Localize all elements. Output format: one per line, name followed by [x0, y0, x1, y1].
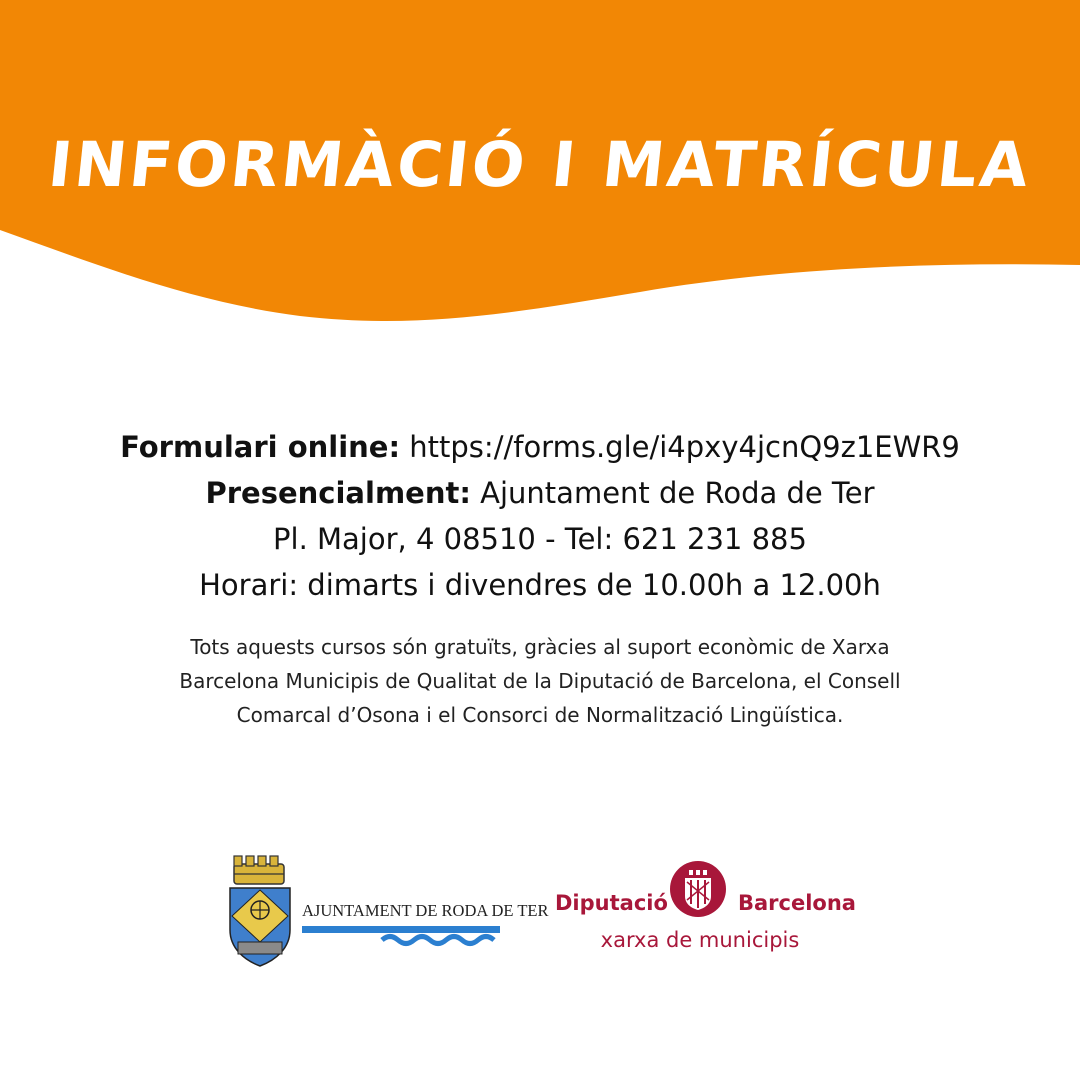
diputacio-barcelona-logo [550, 855, 860, 965]
online-form-label: Formulari online: [120, 430, 401, 464]
crown-icon [234, 856, 284, 884]
address-line: Pl. Major, 4 08510 - Tel: 621 231 885 [273, 522, 807, 556]
in-person-line [0, 470, 1080, 516]
in-person-label: Presencialment: [205, 476, 471, 510]
roda-de-ter-logo [222, 850, 549, 970]
diba-left-word: Diputació [555, 891, 668, 915]
online-form-line [0, 424, 1080, 470]
page-title: INFORMÀCIÓ I MATRÍCULA [45, 128, 1035, 201]
roda-logo-text: AJUNTAMENT DE RODA DE TER [302, 901, 549, 920]
coat-of-arms-shield-icon [230, 888, 290, 966]
diba-right-word: Barcelona [738, 891, 856, 915]
diba-seal-icon [669, 860, 727, 918]
online-form-link[interactable]: https://forms.gle/i4pxy4jcnQ9z1EWR9 [409, 430, 960, 464]
funding-note: Tots aquests cursos són gratuïts, gràcies al suport econòmic de Xarxa Barcelona Municipis de Qualitat de la Diputació de Barcelona, el Consell Comarcal d’Osona i el Consorci de Normalització Lingüística. [179, 635, 901, 727]
diba-subtitle: xarxa de municipis [600, 928, 800, 952]
schedule-line: Horari: dimarts i divendres de 10.00h a 12.00h [199, 568, 881, 602]
in-person-place: Ajuntament de Roda de Ter [480, 476, 875, 510]
contact-info [0, 424, 1080, 608]
